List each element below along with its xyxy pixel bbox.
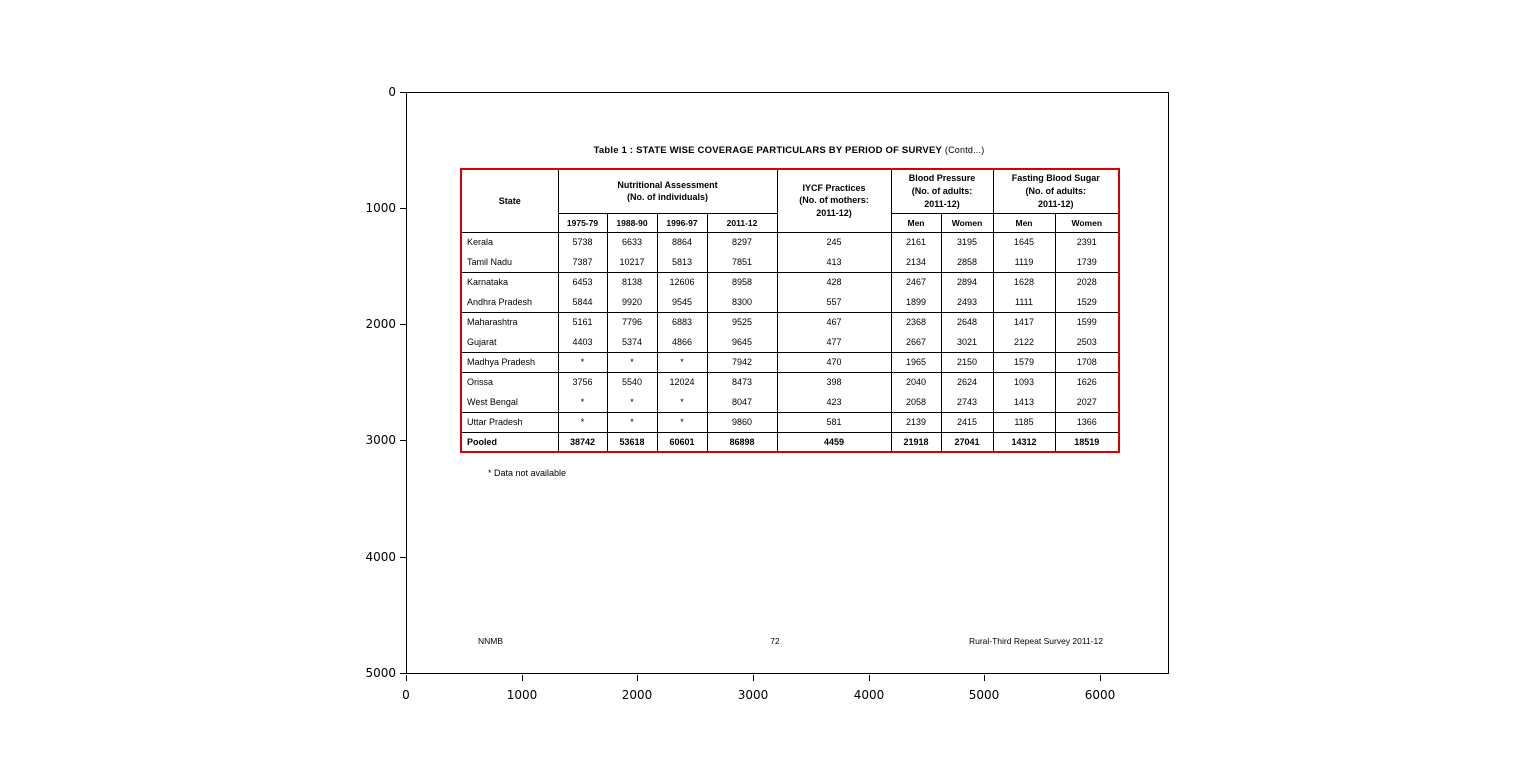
value-cell: 7942 (707, 352, 777, 372)
value-cell: 38742 (558, 432, 607, 452)
page-footer-survey: Rural-Third Repeat Survey 2011-12 (968, 636, 1103, 646)
x-tick-label: 4000 (853, 688, 885, 702)
coverage-table (460, 168, 1120, 453)
x-tick-mark (753, 675, 754, 681)
value-cell: 9525 (707, 312, 777, 332)
value-cell: 1111 (993, 292, 1055, 312)
value-cell: 470 (777, 352, 891, 372)
table-row (461, 392, 1119, 412)
value-cell: 2503 (1055, 332, 1119, 352)
x-tick-mark (869, 675, 870, 681)
y-tick-mark (400, 440, 406, 441)
value-cell: 1628 (993, 272, 1055, 292)
value-cell: 9545 (657, 292, 707, 312)
table-row (461, 272, 1119, 292)
value-cell: 4459 (777, 432, 891, 452)
header-na-line1: Nutritional Assessment (617, 179, 718, 190)
value-cell: 2150 (941, 352, 993, 372)
state-name: Uttar Pradesh (461, 412, 558, 432)
value-cell: 413 (777, 252, 891, 272)
y-tick-mark (400, 324, 406, 325)
value-cell: 5813 (657, 252, 707, 272)
value-cell: 2058 (891, 392, 941, 412)
value-cell: 4866 (657, 332, 707, 352)
value-cell: 477 (777, 332, 891, 352)
value-cell: 53618 (607, 432, 657, 452)
value-cell: 1626 (1055, 372, 1119, 392)
header-year-2011-12: 2011-12 (707, 213, 777, 232)
header-bp-line2: (No. of adults: (911, 185, 973, 196)
header-na-line2: (No. of individuals) (627, 192, 708, 203)
value-cell: 5161 (558, 312, 607, 332)
table-row (461, 252, 1119, 272)
value-cell: * (657, 352, 707, 372)
state-name: Kerala (461, 232, 558, 252)
value-cell: 1529 (1055, 292, 1119, 312)
value-cell: 2028 (1055, 272, 1119, 292)
y-tick-label: 5000 (365, 666, 396, 680)
value-cell: 2368 (891, 312, 941, 332)
header-year-1988-90: 1988-90 (607, 213, 657, 232)
value-cell: 2161 (891, 232, 941, 252)
header-blood-pressure (891, 169, 993, 213)
value-cell: * (558, 412, 607, 432)
table-row (461, 312, 1119, 332)
value-cell: 8958 (707, 272, 777, 292)
value-cell: 5374 (607, 332, 657, 352)
header-bp-women: Women (941, 213, 993, 232)
value-cell: 8138 (607, 272, 657, 292)
value-cell: * (607, 392, 657, 412)
value-cell: 8864 (657, 232, 707, 252)
value-cell: 3021 (941, 332, 993, 352)
header-fbs-line1: Fasting Blood Sugar (1011, 173, 1100, 184)
value-cell: 9645 (707, 332, 777, 352)
header-state: State (461, 169, 558, 232)
header-group-row (461, 169, 1119, 213)
header-nutritional-assessment (558, 169, 777, 213)
value-cell: 3756 (558, 372, 607, 392)
value-cell: 9860 (707, 412, 777, 432)
table-row (461, 432, 1119, 452)
value-cell: 2858 (941, 252, 993, 272)
table-row (461, 372, 1119, 392)
state-name: Karnataka (461, 272, 558, 292)
value-cell: * (558, 392, 607, 412)
value-cell: 6883 (657, 312, 707, 332)
value-cell: 5738 (558, 232, 607, 252)
table-row (461, 232, 1119, 252)
value-cell: 2667 (891, 332, 941, 352)
header-fasting-blood-sugar (993, 169, 1119, 213)
table-row (461, 412, 1119, 432)
x-tick-label: 3000 (737, 688, 769, 702)
value-cell: 2467 (891, 272, 941, 292)
header-iycf-line2: (No. of mothers: (799, 195, 869, 206)
value-cell: 2139 (891, 412, 941, 432)
value-cell: 6633 (607, 232, 657, 252)
header-iycf-line3: 2011-12) (816, 208, 852, 219)
x-tick-mark (637, 675, 638, 681)
value-cell: * (657, 412, 707, 432)
value-cell: 2391 (1055, 232, 1119, 252)
value-cell: 1093 (993, 372, 1055, 392)
value-cell: 9920 (607, 292, 657, 312)
value-cell: 5844 (558, 292, 607, 312)
value-cell: 1119 (993, 252, 1055, 272)
y-tick-mark (400, 208, 406, 209)
value-cell: 5540 (607, 372, 657, 392)
table-row (461, 292, 1119, 312)
header-fbs-women: Women (1055, 213, 1119, 232)
value-cell: 8300 (707, 292, 777, 312)
value-cell: * (558, 352, 607, 372)
header-bp-line1: Blood Pressure (908, 173, 976, 184)
x-tick-label: 5000 (968, 688, 1000, 702)
x-tick-mark (984, 675, 985, 681)
value-cell: 14312 (993, 432, 1055, 452)
header-bp-men: Men (891, 213, 941, 232)
value-cell: 398 (777, 372, 891, 392)
value-cell: 2040 (891, 372, 941, 392)
value-cell: 12606 (657, 272, 707, 292)
value-cell: 7387 (558, 252, 607, 272)
value-cell: 2624 (941, 372, 993, 392)
state-name: Gujarat (461, 332, 558, 352)
value-cell: 245 (777, 232, 891, 252)
value-cell: 7851 (707, 252, 777, 272)
state-name: Andhra Pradesh (461, 292, 558, 312)
value-cell: * (607, 352, 657, 372)
y-tick-label: 2000 (365, 317, 396, 331)
value-cell: 6453 (558, 272, 607, 292)
value-cell: * (657, 392, 707, 412)
value-cell: 2027 (1055, 392, 1119, 412)
value-cell: 4403 (558, 332, 607, 352)
page-title-text: Table 1 : STATE WISE COVERAGE PARTICULARS BY PERIOD OF SURVEY (593, 145, 943, 156)
value-cell: 12024 (657, 372, 707, 392)
state-name: Madhya Pradesh (461, 352, 558, 372)
header-bp-line3: 2011-12) (924, 198, 960, 209)
value-cell: 8297 (707, 232, 777, 252)
state-name: Orissa (461, 372, 558, 392)
value-cell: 557 (777, 292, 891, 312)
value-cell: 1645 (993, 232, 1055, 252)
value-cell: 10217 (607, 252, 657, 272)
y-tick-mark (400, 557, 406, 558)
x-tick-label: 0 (402, 688, 410, 702)
value-cell: 8473 (707, 372, 777, 392)
header-year-1975-79: 1975-79 (558, 213, 607, 232)
table-body (461, 232, 1119, 452)
value-cell: 1185 (993, 412, 1055, 432)
state-name: Tamil Nadu (461, 252, 558, 272)
x-tick-mark (1100, 675, 1101, 681)
value-cell: 7796 (607, 312, 657, 332)
value-cell: 467 (777, 312, 891, 332)
value-cell: 1599 (1055, 312, 1119, 332)
value-cell: 1417 (993, 312, 1055, 332)
header-fbs-line2: (No. of adults: (1025, 185, 1086, 196)
value-cell: 21918 (891, 432, 941, 452)
value-cell: 2134 (891, 252, 941, 272)
value-cell: 3195 (941, 232, 993, 252)
value-cell: 2894 (941, 272, 993, 292)
x-tick-label: 6000 (1084, 688, 1116, 702)
value-cell: 86898 (707, 432, 777, 452)
value-cell: 8047 (707, 392, 777, 412)
page-title (460, 145, 1118, 156)
y-tick-label: 0 (388, 85, 396, 99)
header-iycf-line1: IYCF Practices (802, 182, 866, 193)
value-cell: 2648 (941, 312, 993, 332)
table-row (461, 332, 1119, 352)
value-cell: 423 (777, 392, 891, 412)
value-cell: * (607, 412, 657, 432)
header-fbs-men: Men (993, 213, 1055, 232)
x-tick-label: 1000 (506, 688, 538, 702)
x-tick-mark (522, 675, 523, 681)
value-cell: 1739 (1055, 252, 1119, 272)
footnote: * Data not available (488, 468, 567, 478)
x-tick-label: 2000 (621, 688, 653, 702)
value-cell: 1579 (993, 352, 1055, 372)
state-name: Pooled (461, 432, 558, 452)
header-fbs-line3: 2011-12) (1037, 198, 1074, 209)
value-cell: 27041 (941, 432, 993, 452)
value-cell: 18519 (1055, 432, 1119, 452)
state-name: Maharashtra (461, 312, 558, 332)
y-tick-label: 3000 (365, 433, 396, 447)
page-number: 72 (770, 636, 780, 646)
value-cell: 2743 (941, 392, 993, 412)
x-tick-mark (406, 675, 407, 681)
value-cell: 1965 (891, 352, 941, 372)
value-cell: 2122 (993, 332, 1055, 352)
value-cell: 2493 (941, 292, 993, 312)
page-footer-org: NNMB (478, 636, 504, 646)
header-year-1996-97: 1996-97 (657, 213, 707, 232)
value-cell: 1899 (891, 292, 941, 312)
value-cell: 1413 (993, 392, 1055, 412)
table-row (461, 352, 1119, 372)
value-cell: 581 (777, 412, 891, 432)
y-tick-label: 4000 (365, 550, 396, 564)
value-cell: 1708 (1055, 352, 1119, 372)
value-cell: 1366 (1055, 412, 1119, 432)
y-tick-mark (400, 673, 406, 674)
state-name: West Bengal (461, 392, 558, 412)
y-tick-label: 1000 (365, 201, 396, 215)
value-cell: 2415 (941, 412, 993, 432)
header-iycf (777, 169, 891, 232)
y-tick-mark (400, 92, 406, 93)
page-title-suffix: (Contd...) (944, 145, 985, 155)
value-cell: 60601 (657, 432, 707, 452)
value-cell: 428 (777, 272, 891, 292)
